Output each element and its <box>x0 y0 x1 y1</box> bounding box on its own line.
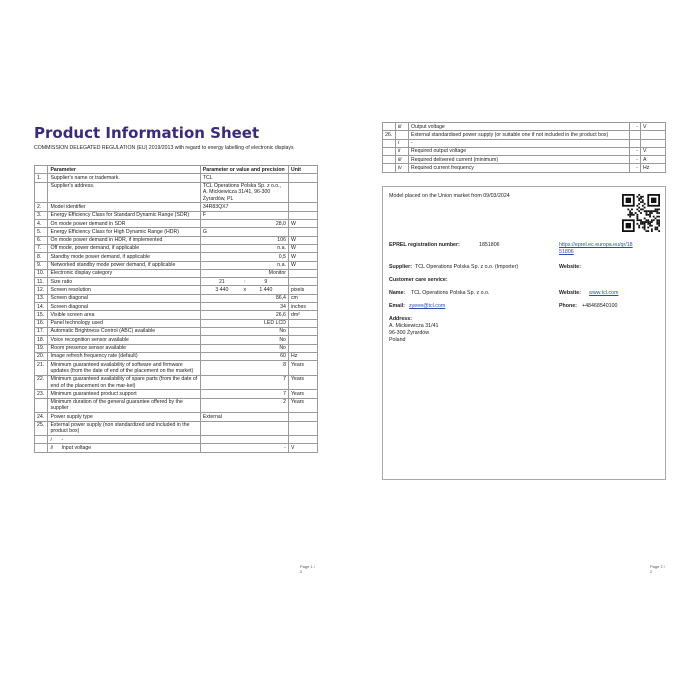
row-unit <box>288 336 317 344</box>
row-parameter: On mode power demand in HDR, if implemented <box>48 236 200 244</box>
row-parameter: Model identifier <box>48 203 200 211</box>
name-value: TCL Operations Polska Sp. z o.o. <box>411 290 490 296</box>
row-parameter: External power supply (non standardized and included in the product box) <box>48 421 200 436</box>
row-number <box>35 444 48 452</box>
row-number <box>35 436 48 444</box>
table-row <box>383 156 666 164</box>
eprel-link-cont[interactable]: 51806 <box>559 249 574 255</box>
market-date-text: Model placed on the Union market from 09/03/2024 <box>389 193 510 199</box>
row-value: - <box>630 123 641 131</box>
table-row <box>35 253 318 261</box>
website-label: Website: <box>559 290 581 296</box>
row-value: 7 <box>200 375 288 390</box>
row-unit <box>288 203 317 211</box>
row-parameter: Screen resolution <box>48 286 200 294</box>
row-parameter: Panel technology used <box>48 319 200 327</box>
header-parameter: Parameter <box>48 166 200 174</box>
table-row <box>35 303 318 311</box>
row-parameter: Power supply type <box>48 413 200 421</box>
name-label: Name: <box>389 290 406 296</box>
row-subindex: i <box>396 139 409 147</box>
row-number: 25. <box>35 421 48 436</box>
table-row <box>35 269 318 277</box>
page-1 <box>30 120 318 574</box>
row-parameter: Required delivered current (minimum) <box>409 156 630 164</box>
row-value: TCL <box>200 174 288 182</box>
row-unit: dm² <box>288 311 317 319</box>
table-row <box>35 211 318 219</box>
row-unit: Years <box>288 390 317 398</box>
row-unit: W <box>288 253 317 261</box>
table-row <box>383 147 666 155</box>
table-row <box>35 352 318 360</box>
row-value: n.a. <box>200 244 288 252</box>
row-number <box>383 156 396 164</box>
row-value: No <box>200 344 288 352</box>
table-row <box>35 228 318 236</box>
eprel-number: 1851806 <box>479 242 500 248</box>
supplier-website-label: Website: <box>559 264 581 270</box>
row-value: No <box>200 336 288 344</box>
website-link[interactable]: www.tcl.com <box>589 290 619 296</box>
res-sep: x <box>243 286 247 293</box>
row-number <box>35 182 48 203</box>
table-row <box>383 131 666 139</box>
row-value: n.a. <box>200 261 288 269</box>
row-value: 26,6 <box>200 311 288 319</box>
row-value: 106 <box>200 236 288 244</box>
table-row <box>35 375 318 390</box>
phone-label: Phone: <box>559 303 577 309</box>
table-row <box>35 361 318 376</box>
row-number: 5. <box>35 228 48 236</box>
table-row <box>35 390 318 398</box>
row-unit <box>288 278 317 286</box>
row-number: 22. <box>35 375 48 390</box>
customer-care-label: Customer care service: <box>389 277 448 283</box>
row-unit <box>288 413 317 421</box>
row-parameter-text: Input voltage <box>61 444 92 451</box>
row-parameter: Energy Efficiency Class for Standard Dynamic Range (SDR) <box>48 211 200 219</box>
row-parameter: Output voltage <box>409 123 630 131</box>
row-unit: pixels <box>288 286 317 294</box>
ratio-a: 21 <box>218 278 225 285</box>
row-unit <box>288 319 317 327</box>
table-row <box>35 436 318 444</box>
table-row <box>383 164 666 172</box>
row-number: 7. <box>35 244 48 252</box>
row-parameter: Electronic display category <box>48 269 200 277</box>
row-number: 26. <box>383 131 396 139</box>
table-row <box>35 278 318 286</box>
phone-value: +48468540100 <box>582 303 618 309</box>
row-unit <box>288 436 317 444</box>
row-value <box>200 421 288 436</box>
row-number: 16. <box>35 319 48 327</box>
res-b: 1 440 <box>259 286 273 293</box>
table-row <box>35 344 318 352</box>
row-subindex: iv <box>396 164 409 172</box>
row-subindex: ii <box>396 147 409 155</box>
table-row <box>383 139 666 147</box>
row-number: 3. <box>35 211 48 219</box>
table-row <box>35 319 318 327</box>
row-parameter: Voice recognition sensor available <box>48 336 200 344</box>
row-value <box>630 131 641 139</box>
row-number: 24. <box>35 413 48 421</box>
table-row <box>35 286 318 294</box>
registration-box <box>382 186 666 480</box>
table-row <box>383 123 666 131</box>
supplier-label: Supplier: <box>389 264 412 270</box>
row-number: 17. <box>35 327 48 335</box>
row-parameter: Supplier's name or trademark. <box>48 174 200 182</box>
row-unit <box>641 131 666 139</box>
row-unit: inches <box>288 303 317 311</box>
row-number: 19. <box>35 344 48 352</box>
supplier-value: TCL Operations Polska Sp. z o.o. (Importer) <box>415 264 519 270</box>
resolution-value <box>200 286 288 294</box>
row-parameter: - <box>409 139 630 147</box>
sheet-title: Product Information Sheet <box>34 124 260 142</box>
row-value: 60 <box>200 352 288 360</box>
row-number: 6. <box>35 236 48 244</box>
row-parameter: Minimum duration of the general guarantee offered by the supplier <box>48 398 200 413</box>
row-number: 1. <box>35 174 48 182</box>
row-value: 28,0 <box>200 220 288 228</box>
row-number: 12. <box>35 286 48 294</box>
row-value: - <box>200 444 288 452</box>
row-subindex: i <box>50 436 52 443</box>
row-parameter: Off mode, power demand, if applicable <box>48 244 200 252</box>
row-number <box>383 164 396 172</box>
row-value: 2 <box>200 398 288 413</box>
row-parameter: On mode power demand in SDR <box>48 220 200 228</box>
row-value: TCL Operations Polska Sp. z o.o., A. Mickiewicza 31/41, 96-300 Żyrardów, PL <box>200 182 288 203</box>
row-unit: V <box>641 123 666 131</box>
row-parameter-text: - <box>61 436 64 443</box>
row-number: 2. <box>35 203 48 211</box>
row-number <box>383 147 396 155</box>
table-row <box>35 294 318 302</box>
page-footer-2: Page 2 / 2 <box>650 564 665 574</box>
row-number: 15. <box>35 311 48 319</box>
row-value: 8 <box>200 361 288 376</box>
page-footer: Page 1 / 2 <box>300 564 315 574</box>
row-number: 4. <box>35 220 48 228</box>
row-value: 34 <box>200 303 288 311</box>
row-unit: V <box>288 444 317 452</box>
row-unit <box>288 182 317 203</box>
row-parameter: Required output voltage <box>409 147 630 155</box>
row-parameter: Size ratio <box>48 278 200 286</box>
row-number <box>383 123 396 131</box>
table-row <box>35 327 318 335</box>
row-number: 10. <box>35 269 48 277</box>
ratio-b: 9 <box>264 278 268 285</box>
address-line-1: A. Mickiewicza 31/41 <box>389 323 439 329</box>
row-subindex <box>396 131 409 139</box>
row-value: - <box>630 164 641 172</box>
table-row <box>35 398 318 413</box>
row-parameter: Energy Efficiency Class for High Dynamic Range (HDR) <box>48 228 200 236</box>
row-value: 7 <box>200 390 288 398</box>
page-2 <box>378 120 668 574</box>
row-unit <box>288 421 317 436</box>
table-row <box>35 413 318 421</box>
product-info-table <box>34 165 318 453</box>
row-parameter: Networked standby mode power demand, if applicable <box>48 261 200 269</box>
row-unit <box>288 228 317 236</box>
ratio-sep: : <box>244 278 246 285</box>
address-label: Address: <box>389 316 412 322</box>
row-parameter: Required current frequency <box>409 164 630 172</box>
row-unit: A <box>641 156 666 164</box>
row-unit: Hz <box>641 164 666 172</box>
eprel-link[interactable]: https://eprel.ec.europa.eu/qr/18 <box>559 242 633 248</box>
table-row <box>35 261 318 269</box>
table-row <box>35 244 318 252</box>
row-parameter: External standardised power supply (or suitable one if not included in the product box) <box>409 131 630 139</box>
row-value <box>200 436 288 444</box>
row-value: LED LCD <box>200 319 288 327</box>
row-parameter <box>48 436 200 444</box>
row-number: 21. <box>35 361 48 376</box>
row-unit: cm <box>288 294 317 302</box>
row-unit <box>288 174 317 182</box>
table-row <box>35 174 318 182</box>
table-row <box>35 444 318 452</box>
row-unit <box>288 344 317 352</box>
row-unit: Years <box>288 398 317 413</box>
table-row <box>35 236 318 244</box>
row-number: 20. <box>35 352 48 360</box>
row-subindex: iii <box>396 123 409 131</box>
row-unit: W <box>288 236 317 244</box>
table-row <box>35 421 318 436</box>
email-link[interactable]: zyeee@tcl.com <box>409 303 446 309</box>
row-unit <box>641 139 666 147</box>
row-parameter: Screen diagonal <box>48 294 200 302</box>
row-unit <box>288 327 317 335</box>
power-supply-table <box>382 122 666 173</box>
row-parameter <box>48 444 200 452</box>
row-unit <box>288 269 317 277</box>
row-number <box>35 398 48 413</box>
row-value: Monitor <box>200 269 288 277</box>
row-number: 18. <box>35 336 48 344</box>
row-value: - <box>630 156 641 164</box>
table-header-row <box>35 166 318 174</box>
row-number: 11. <box>35 278 48 286</box>
row-parameter: Standby mode power demand, if applicable <box>48 253 200 261</box>
row-value: F <box>200 211 288 219</box>
row-value: G <box>200 228 288 236</box>
row-number <box>383 139 396 147</box>
row-parameter: Visible screen area <box>48 311 200 319</box>
row-parameter: Room presence sensor available <box>48 344 200 352</box>
regulation-subtitle: COMMISSION DELEGATED REGULATION (EU) 2019/2013 with regard to energy labelling of electronic displays <box>34 145 294 151</box>
row-unit: W <box>288 244 317 252</box>
size-ratio-value <box>200 278 288 286</box>
row-parameter: Screen diagonal <box>48 303 200 311</box>
header-unit: Unit <box>288 166 317 174</box>
header-value: Parameter or value and precision <box>200 166 288 174</box>
row-value: No <box>200 327 288 335</box>
row-parameter: Minimum guaranteed product support <box>48 390 200 398</box>
row-subindex: ii <box>50 444 53 451</box>
address-line-2: 96-300 Żyrardów <box>389 330 430 336</box>
table-row <box>35 203 318 211</box>
row-number: 23. <box>35 390 48 398</box>
row-unit: Years <box>288 361 317 376</box>
row-parameter: Supplier's address. <box>48 182 200 203</box>
table-row <box>35 182 318 203</box>
row-unit: W <box>288 261 317 269</box>
email-label: Email: <box>389 303 405 309</box>
row-parameter: Image refresh frequency rate (default) <box>48 352 200 360</box>
row-number: 9. <box>35 261 48 269</box>
eprel-label: EPREL registration number: <box>389 242 460 248</box>
row-unit: W <box>288 220 317 228</box>
row-unit: Hz <box>288 352 317 360</box>
row-value: External <box>200 413 288 421</box>
row-subindex: iii <box>396 156 409 164</box>
qr-code-icon <box>622 194 660 232</box>
row-number: 14. <box>35 303 48 311</box>
row-parameter: Automatic Brightness Control (ABC) available <box>48 327 200 335</box>
table-row <box>35 220 318 228</box>
table-row <box>35 311 318 319</box>
row-value: - <box>630 147 641 155</box>
row-unit <box>288 211 317 219</box>
address-line-3: Poland <box>389 337 406 343</box>
row-number: 8. <box>35 253 48 261</box>
row-value <box>630 139 641 147</box>
row-number: 13. <box>35 294 48 302</box>
row-unit: Years <box>288 375 317 390</box>
table-row <box>35 336 318 344</box>
row-value: 0,5 <box>200 253 288 261</box>
row-parameter: Minimum guaranteed availability of software and firmware updates (from the date of end of the placement on the market) <box>48 361 200 376</box>
row-unit: V <box>641 147 666 155</box>
row-parameter: Minimum guaranteed availability of spare parts (from the date of end of the placement on the mar-ket) <box>48 375 200 390</box>
row-value: 34R83QX7 <box>200 203 288 211</box>
row-value: 86,4 <box>200 294 288 302</box>
res-a: 3 440 <box>215 286 229 293</box>
